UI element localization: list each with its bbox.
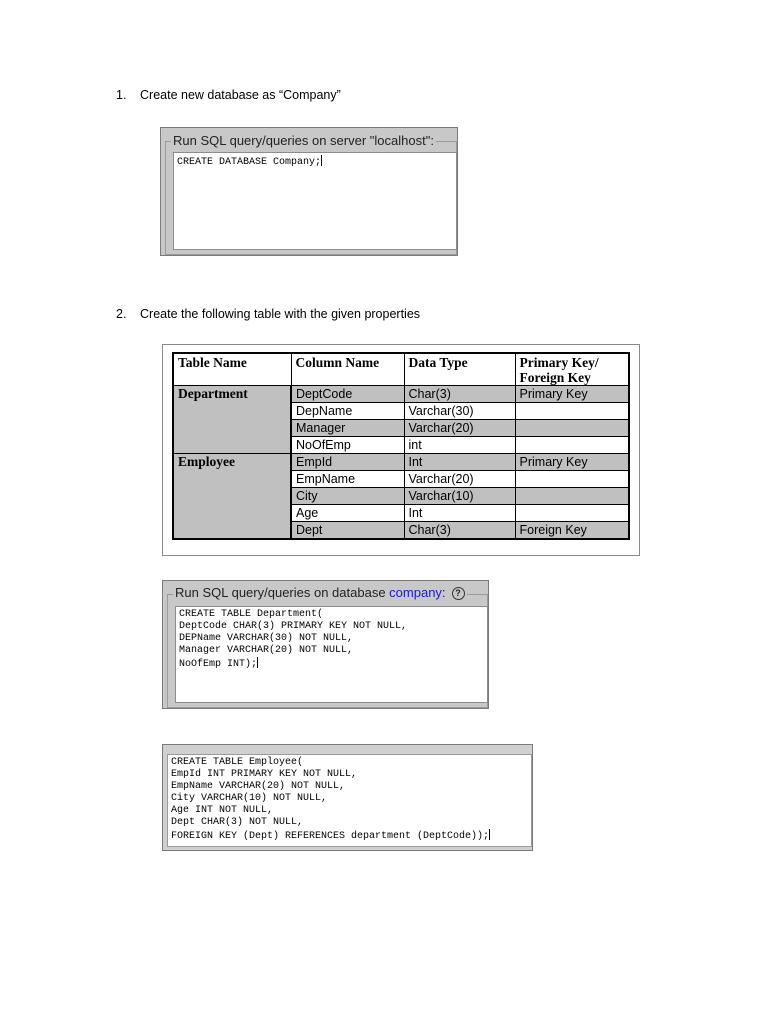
column-name: EmpName	[291, 471, 404, 488]
legend-database-link[interactable]: company	[389, 585, 442, 600]
data-type: Varchar(30)	[404, 403, 515, 420]
legend-suffix: :	[441, 585, 446, 600]
data-type: Char(3)	[404, 386, 515, 403]
key-type: Primary Key	[515, 386, 629, 403]
data-type: Int	[404, 454, 515, 471]
key-type	[515, 403, 629, 420]
column-name: DepName	[291, 403, 404, 420]
table-name-department: Department	[173, 386, 291, 454]
column-name: Manager	[291, 420, 404, 437]
step-text: Create the following table with the given properties	[140, 307, 421, 321]
sql-line: Dept CHAR(3) NOT NULL,	[171, 817, 304, 828]
table-name-employee: Employee	[173, 454, 291, 540]
text-caret	[321, 155, 322, 166]
data-type: Char(3)	[404, 522, 515, 540]
table-row	[173, 454, 629, 471]
query-legend: Run SQL query/queries on server "localhost":	[173, 133, 434, 148]
sql-line: City VARCHAR(10) NOT NULL,	[171, 793, 328, 804]
table-properties	[172, 352, 630, 540]
sql-line: FOREIGN KEY (Dept) REFERENCES department (DeptCode));	[171, 831, 490, 842]
data-type: Varchar(20)	[404, 471, 515, 488]
sql-line: Age INT NOT NULL,	[171, 805, 274, 816]
text-caret	[257, 657, 258, 668]
sql-line: DEPName VARCHAR(30) NOT NULL,	[179, 633, 354, 644]
step-text: Create new database as “Company”	[140, 88, 341, 102]
column-name: City	[291, 488, 404, 505]
help-icon[interactable]: ?	[452, 587, 465, 600]
sql-line: CREATE TABLE Employee(	[171, 757, 304, 768]
step-number: 1.	[116, 88, 127, 102]
column-name: Dept	[291, 522, 404, 540]
step-number: 2.	[116, 307, 127, 321]
key-type: Foreign Key	[515, 522, 629, 540]
key-type	[515, 505, 629, 522]
sql-line-last	[171, 829, 528, 843]
sql-line: EmpName VARCHAR(20) NOT NULL,	[171, 781, 346, 792]
data-type: int	[404, 437, 515, 454]
sql-query-screenshot-1	[160, 127, 458, 256]
key-type: Primary Key	[515, 454, 629, 471]
sql-query-input[interactable]	[167, 754, 532, 847]
step-2	[116, 307, 420, 321]
sql-line: NoOfEmp INT);	[179, 659, 258, 670]
sql-line-last	[179, 657, 484, 671]
data-type: Int	[404, 505, 515, 522]
sql-line: Manager VARCHAR(20) NOT NULL,	[179, 645, 354, 656]
legend-prefix: Run SQL query/queries on database	[175, 585, 386, 600]
header-key: Primary Key/ Foreign Key	[515, 353, 629, 386]
header-column-name: Column Name	[291, 353, 404, 386]
sql-line: EmpId INT PRIMARY KEY NOT NULL,	[171, 769, 358, 780]
sql-line: CREATE TABLE Department(	[179, 609, 324, 620]
query-legend	[173, 585, 467, 601]
data-type: Varchar(20)	[404, 420, 515, 437]
sql-query-screenshot-2	[162, 580, 489, 709]
text-caret	[489, 829, 490, 840]
data-type: Varchar(10)	[404, 488, 515, 505]
header-table-name: Table Name	[173, 353, 291, 386]
header-data-type: Data Type	[404, 353, 515, 386]
key-type	[515, 488, 629, 505]
table-row	[173, 386, 629, 403]
column-name: Age	[291, 505, 404, 522]
column-name: NoOfEmp	[291, 437, 404, 454]
sql-query-screenshot-3	[162, 744, 533, 851]
column-name: DeptCode	[291, 386, 404, 403]
sql-query-input[interactable]	[175, 606, 488, 703]
key-type	[515, 420, 629, 437]
sql-query-input[interactable]	[173, 152, 457, 250]
sql-text: CREATE DATABASE Company;	[177, 157, 322, 168]
column-name: EmpId	[291, 454, 404, 471]
key-type	[515, 437, 629, 454]
sql-line: DeptCode CHAR(3) PRIMARY KEY NOT NULL,	[179, 621, 408, 632]
step-1	[116, 88, 341, 102]
key-type	[515, 471, 629, 488]
